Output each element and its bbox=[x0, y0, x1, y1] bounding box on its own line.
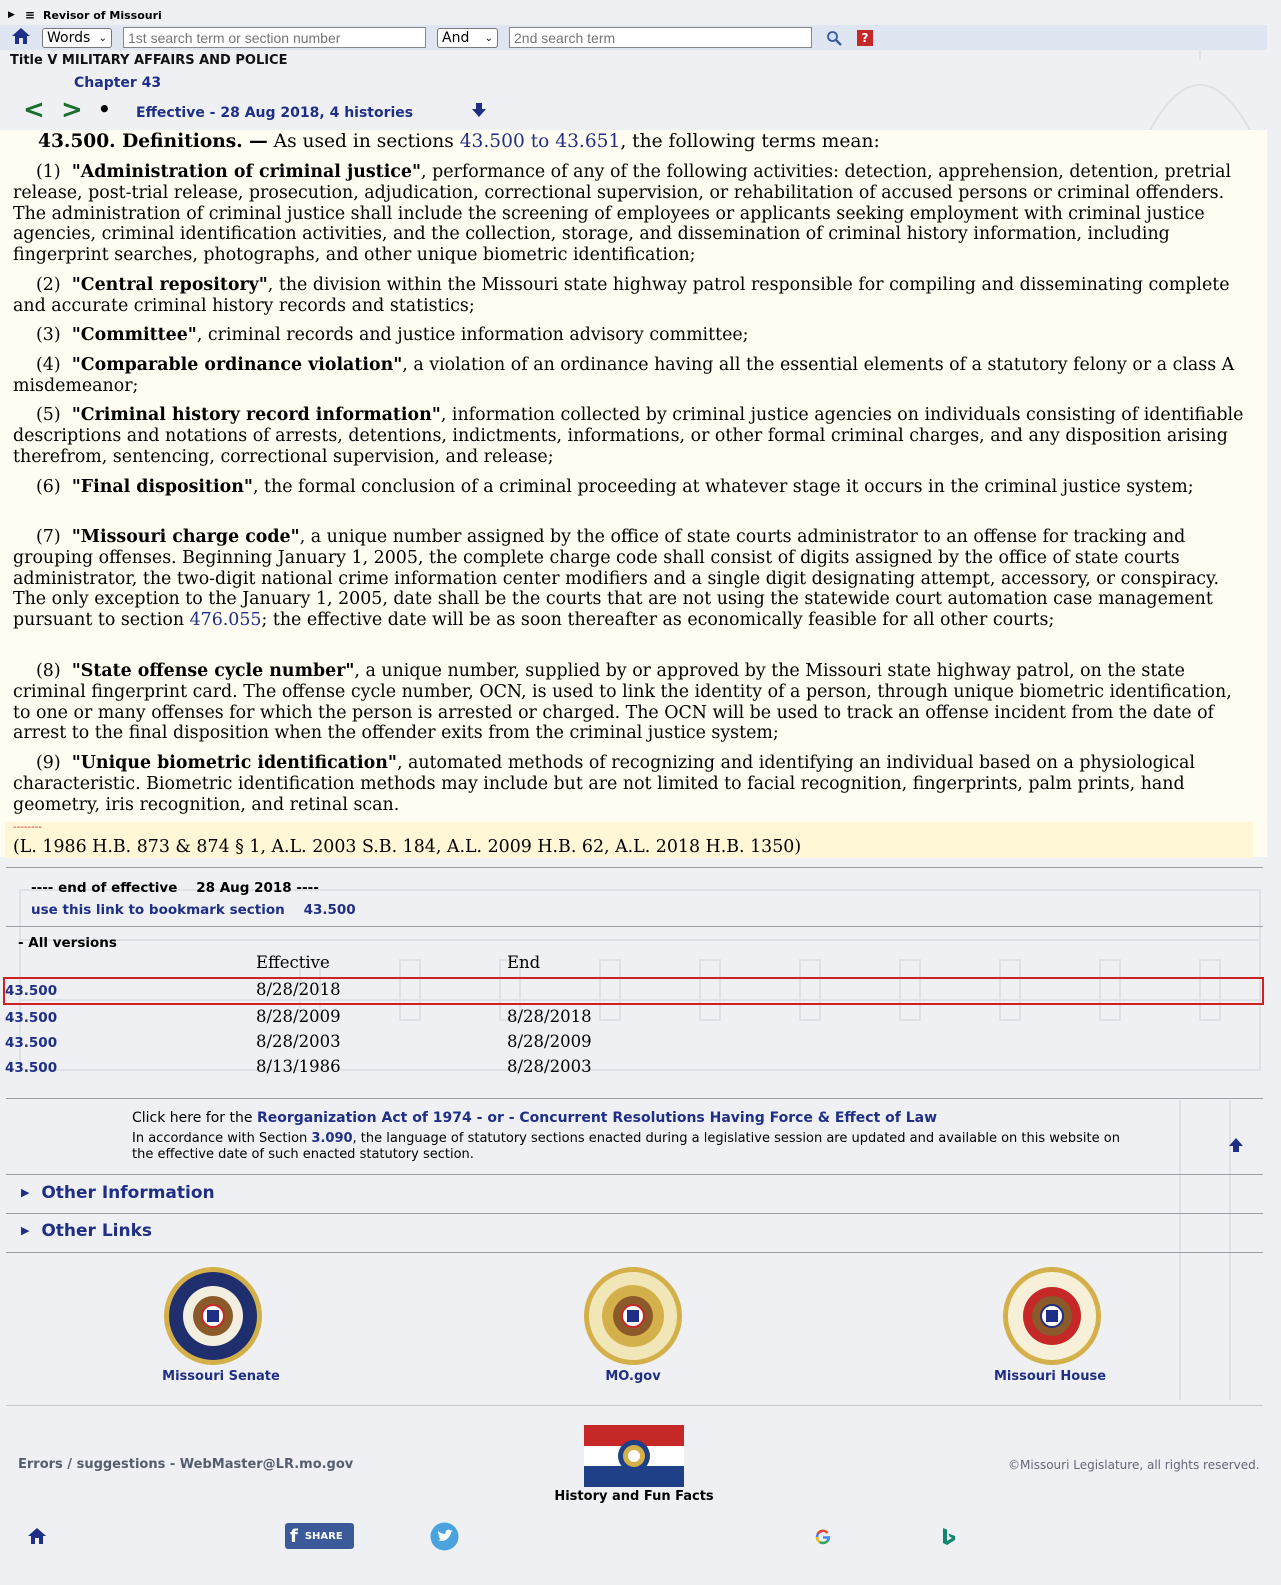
definition-number: (5) bbox=[36, 405, 61, 425]
errors-suggestions-link[interactable]: Errors / suggestions - WebMaster@LR.mo.gov bbox=[18, 1457, 354, 1472]
definition-text: , a unique number assigned by the office of state courts administrator to an offense for tracking and grouping offenses. Beginning January 1, 2005, the complete charge code shall consist of digits assigned by the office of state courts administrator, the two-digit national crime information center modifiers and a single digit designating attempt, accessory, or conspiracy. The only exception to the January 1, 2005, date shall be the courts that are not using the statewide court automation case management pursuant to section bbox=[13, 527, 1220, 631]
other-links-toggle[interactable] bbox=[21, 1221, 152, 1241]
google-icon[interactable] bbox=[815, 1529, 831, 1545]
facebook-icon: f bbox=[290, 1525, 298, 1547]
version-section-link[interactable]: 43.500 bbox=[5, 1010, 58, 1026]
definition-7 bbox=[13, 527, 1253, 631]
definition-9 bbox=[13, 753, 1253, 815]
definition-6 bbox=[13, 477, 1253, 498]
operator-select[interactable] bbox=[437, 28, 498, 48]
divider bbox=[6, 1213, 1263, 1214]
notice-text: , the language of statutory sections enacted during a legislative session are updated and available on this website on the effective date of such enacted statutory section. bbox=[132, 1131, 1120, 1162]
mo-gov-link[interactable]: MO.gov bbox=[605, 1369, 661, 1384]
site-title: Revisor of Missouri bbox=[42, 8, 162, 22]
bookmark-section: 43.500 bbox=[303, 902, 356, 918]
definition-number: (3) bbox=[36, 325, 61, 345]
definition-3 bbox=[13, 325, 1253, 346]
mo-great-seal-icon[interactable] bbox=[583, 1266, 683, 1366]
version-section-link[interactable]: 43.500 bbox=[5, 1035, 58, 1051]
expand-arrow-icon[interactable]: ▶ bbox=[8, 10, 15, 20]
other-links-label: Other Links bbox=[41, 1221, 153, 1241]
all-versions-toggle[interactable]: - All versions bbox=[18, 935, 117, 951]
bookmark-link[interactable] bbox=[31, 902, 356, 918]
effective-histories-link[interactable]: Effective - 28 Aug 2018, 4 histories bbox=[136, 105, 414, 121]
help-icon[interactable]: ? bbox=[857, 30, 873, 46]
definition-text: , performance of any of the following activities: detection, apprehension, detention, pretrial release, post-trial release, prosecution, adjudication, correctional supervision, or rehabilitation of accused persons or criminal offenders. The administration of criminal justice shall include the screening of employees or applicants seeking employment with criminal justice agencies, criminal identification activities, and the collection, storage, and dissemination of criminal history information, including fingerprint searches, photographs, and other unique biometric identification; bbox=[13, 162, 1232, 266]
chapter-link[interactable]: Chapter 43 bbox=[74, 75, 162, 91]
intro-text-2: , the following terms mean: bbox=[620, 131, 880, 152]
search-type-value: Words bbox=[47, 30, 91, 46]
search-term-2-input[interactable] bbox=[509, 27, 812, 48]
search-icon[interactable] bbox=[826, 30, 843, 47]
triangle-right-icon: ▶ bbox=[21, 1186, 30, 1199]
or-text: - or - bbox=[471, 1110, 520, 1126]
concurrent-resolutions-link[interactable]: Concurrent Resolutions Having Force & Effect of Law bbox=[519, 1110, 938, 1126]
missouri-flag-icon[interactable] bbox=[584, 1425, 684, 1487]
twitter-icon[interactable] bbox=[430, 1522, 459, 1551]
section-heading: 43.500. Definitions. — bbox=[38, 131, 268, 152]
version-section-link[interactable]: 43.500 bbox=[5, 1060, 58, 1076]
home-icon[interactable] bbox=[11, 27, 31, 45]
arrow-down-icon[interactable] bbox=[471, 102, 487, 118]
definition-number: (7) bbox=[36, 527, 61, 547]
definition-term: "Final disposition" bbox=[71, 477, 253, 497]
divider bbox=[6, 1405, 1263, 1406]
chevron-down-icon: ⌄ bbox=[98, 32, 107, 44]
definition-5 bbox=[13, 405, 1253, 467]
search-type-select[interactable] bbox=[42, 28, 112, 48]
definition-8 bbox=[13, 661, 1253, 744]
version-row[interactable] bbox=[0, 980, 1267, 1004]
versions-table bbox=[0, 980, 1267, 1080]
missouri-house-link[interactable]: Missouri House bbox=[993, 1369, 1107, 1384]
definition-text: , criminal records and justice information advisory committee; bbox=[196, 325, 749, 345]
bookmark-text: use this link to bookmark section bbox=[31, 902, 285, 918]
history-fun-facts-link[interactable]: History and Fun Facts bbox=[554, 1489, 714, 1504]
version-row[interactable] bbox=[0, 1032, 1267, 1056]
definition-text: , the division within the Missouri state highway patrol responsible for compiling and disseminating complete and accurate criminal history records and statistics; bbox=[13, 275, 1230, 316]
home-icon[interactable] bbox=[27, 1527, 47, 1545]
menu-icon[interactable]: ≡ bbox=[24, 8, 35, 22]
end-of-effective bbox=[31, 880, 319, 896]
divider bbox=[6, 1098, 1263, 1099]
definition-term: "Administration of criminal justice" bbox=[71, 162, 422, 182]
version-effective: 8/28/2009 bbox=[256, 1007, 341, 1026]
history-divider: -------- bbox=[13, 822, 42, 833]
definition-term: "State offense cycle number" bbox=[71, 661, 355, 681]
definition-term: "Comparable ordinance violation" bbox=[71, 355, 403, 375]
search-term-1-input[interactable] bbox=[123, 27, 426, 48]
definition-4 bbox=[13, 355, 1253, 397]
other-information-toggle[interactable] bbox=[21, 1183, 215, 1203]
divider bbox=[6, 1174, 1263, 1175]
chevron-down-icon: ⌄ bbox=[484, 32, 493, 44]
definition-text-cont: ; the effective date will be as soon thereafter as economically feasible for all other courts; bbox=[261, 610, 1055, 631]
prev-section-button[interactable]: < bbox=[23, 95, 45, 125]
copyright-text: ©Missouri Legislature, all rights reserved. bbox=[1008, 1458, 1260, 1472]
section-range-link[interactable]: 43.500 to 43.651 bbox=[459, 131, 621, 152]
divider bbox=[6, 926, 1263, 927]
operator-value: And bbox=[442, 30, 470, 46]
end-date: 28 Aug 2018 ---- bbox=[196, 880, 319, 896]
bing-icon[interactable] bbox=[941, 1527, 957, 1547]
reorg-notice bbox=[132, 1110, 1132, 1126]
house-seal-icon[interactable] bbox=[1002, 1266, 1102, 1366]
other-information-label: Other Information bbox=[41, 1183, 215, 1203]
reorg-act-link[interactable]: Reorganization Act of 1974 bbox=[256, 1110, 472, 1126]
section-heading-line bbox=[38, 132, 1278, 153]
definition-2 bbox=[13, 275, 1253, 317]
definition-number: (6) bbox=[36, 477, 61, 497]
definition-number: (2) bbox=[36, 275, 61, 295]
section-3-090-link[interactable]: 3.090 bbox=[311, 1131, 353, 1146]
definition-number: (4) bbox=[36, 355, 61, 375]
section-dot: • bbox=[98, 97, 111, 121]
version-effective: 8/13/1986 bbox=[256, 1057, 341, 1076]
section-3090-notice bbox=[132, 1131, 1132, 1163]
col-end-header: End bbox=[507, 953, 541, 972]
col-effective-header: Effective bbox=[256, 953, 330, 972]
history-citation: (L. 1986 H.B. 873 & 874 § 1, A.L. 2003 S.B. 184, A.L. 2009 H.B. 62, A.L. 2018 H.B. 1350) bbox=[13, 837, 802, 857]
definition-1 bbox=[13, 162, 1253, 266]
version-end: 8/28/2003 bbox=[507, 1057, 592, 1076]
definition-term: "Criminal history record information" bbox=[71, 405, 441, 425]
definition-number: (9) bbox=[36, 753, 61, 773]
facebook-share-button[interactable] bbox=[285, 1523, 354, 1549]
divider bbox=[6, 867, 1263, 868]
share-label: SHARE bbox=[304, 1530, 343, 1542]
definition-term: "Committee" bbox=[71, 325, 197, 345]
version-effective: 8/28/2003 bbox=[256, 1032, 341, 1051]
end-text: ---- end of effective bbox=[31, 880, 178, 896]
version-effective: 8/28/2018 bbox=[256, 980, 341, 999]
definition-term: "Unique biometric identification" bbox=[71, 753, 397, 773]
definition-text: , automated methods of recognizing and identifying an individual based on a physiological characteristic. Biometric identification methods may include but are not limited to facial recognition, fingerprints, palm prints, hand geometry, iris recognition, and retinal scan. bbox=[13, 753, 1195, 815]
definition-text: , the formal conclusion of a criminal proceeding at whatever stage it occurs in the criminal justice system; bbox=[252, 477, 1194, 497]
next-section-button[interactable]: > bbox=[61, 95, 83, 125]
intro-text-1: As used in sections bbox=[267, 131, 460, 152]
senate-seal-icon[interactable] bbox=[163, 1266, 263, 1366]
definition-number: (1) bbox=[36, 162, 61, 182]
title-breadcrumb[interactable]: Title V MILITARY AFFAIRS AND POLICE bbox=[10, 53, 288, 68]
version-row[interactable] bbox=[0, 1007, 1267, 1031]
site-header bbox=[8, 8, 162, 22]
divider bbox=[6, 1252, 1263, 1253]
definition-number: (8) bbox=[36, 661, 61, 681]
definition-text: , a unique number, supplied by or approved by the Missouri state highway patrol, on the state criminal fingerprint card. The offense cycle number, OCN, is used to link the identity of a person, through unique biometric identification, to one or many offenses for which the person is arrested or charged. The OCN will be used to track an offense incident from the date of arrest to the final disposition when the offender exits from the criminal justice system; bbox=[13, 661, 1232, 744]
section-476-055-link[interactable]: 476.055 bbox=[189, 610, 262, 631]
definition-text: , a violation of an ordinance having all the essential elements of a statutory felony or a class A misdemeanor; bbox=[13, 355, 1235, 396]
version-section-link[interactable]: 43.500 bbox=[5, 983, 58, 999]
definition-term: "Central repository" bbox=[71, 275, 268, 295]
version-end: 8/28/2018 bbox=[507, 1007, 592, 1026]
triangle-right-icon: ▶ bbox=[21, 1224, 30, 1237]
notice-prefix: In accordance with Section bbox=[132, 1131, 312, 1146]
definition-text: , information collected by criminal justice agencies on individuals consisting of identifiable descriptions and notations of arrests, detentions, indictments, informations, or other formal criminal charges, and any disposition arising therefrom, sentencing, correctional supervision, and release; bbox=[13, 405, 1244, 467]
missouri-senate-link[interactable]: Missouri Senate bbox=[162, 1369, 280, 1384]
arrow-up-icon[interactable] bbox=[1228, 1137, 1244, 1153]
version-row[interactable] bbox=[0, 1057, 1267, 1081]
definition-term: "Missouri charge code" bbox=[71, 527, 300, 547]
version-end: 8/28/2009 bbox=[507, 1032, 592, 1051]
click-prefix: Click here for the bbox=[132, 1110, 257, 1126]
